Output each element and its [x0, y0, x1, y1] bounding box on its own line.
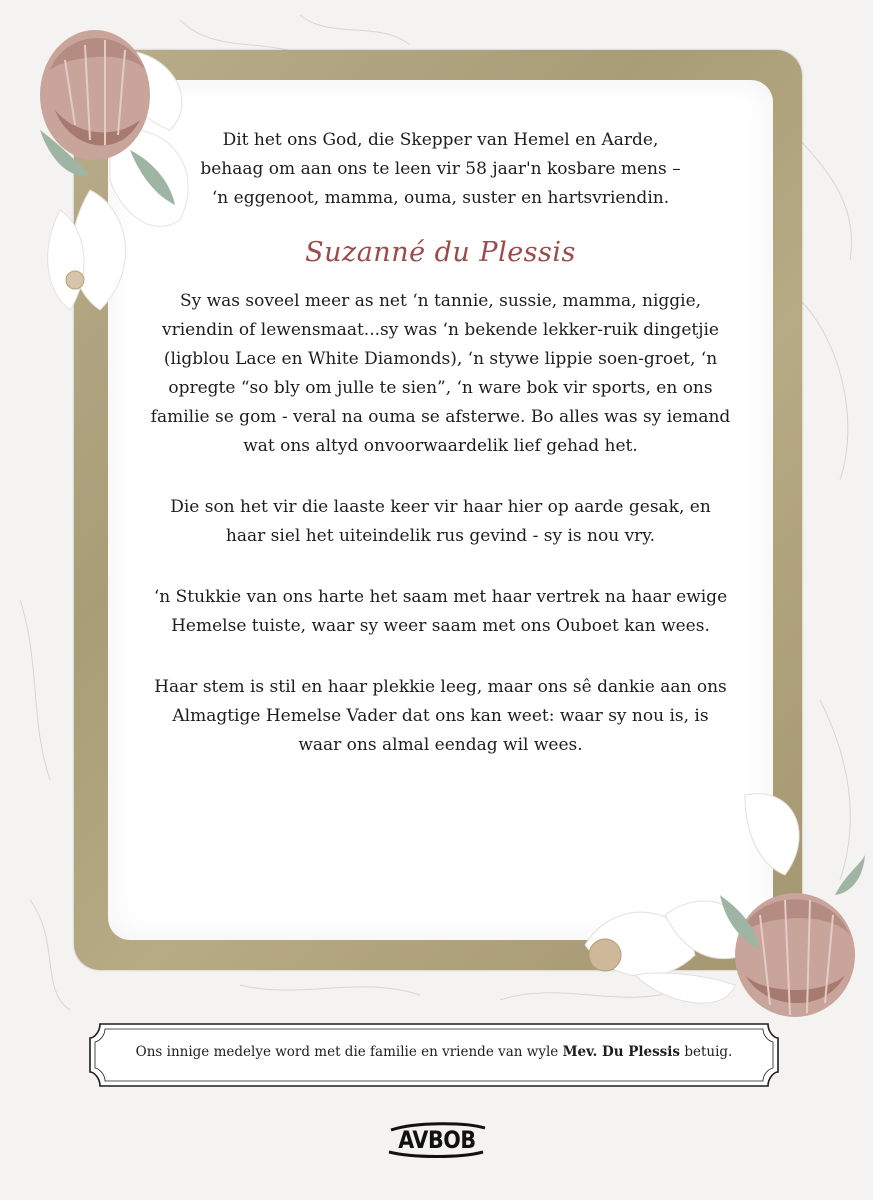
logo-text: AVBOB	[398, 1126, 476, 1154]
text-line: Die son het vir die laaste keer vir haar hier op aarde gesak, en	[170, 497, 711, 517]
text-line: wat ons altyd onvoorwaardelik lief gehad het.	[243, 436, 638, 456]
notice-prefix: Ons innige medelye word met die familie en vriende van wyle	[135, 1044, 559, 1060]
text-line: Dit het ons God, die Skepper van Hemel en Aarde,	[222, 130, 659, 150]
text-line: (ligblou Lace en White Diamonds), ‘n stywe lippie soen-groet, ‘n	[163, 349, 718, 369]
text-line: familie se gom - veral na ouma se afsterwe. Bo alles was sy iemand	[150, 407, 731, 427]
paragraph-3	[108, 583, 773, 641]
avbob-logo	[385, 1122, 489, 1158]
notice-name: Mev. Du Plessis	[562, 1044, 681, 1060]
text-line: Hemelse tuiste, waar sy weer saam met ons Ouboet kan wees.	[171, 616, 710, 636]
notice-suffix: betuig.	[684, 1044, 733, 1060]
bottom-right-protea-flower	[545, 775, 865, 1025]
paragraph-1	[108, 287, 773, 461]
text-line: Sy was soveel meer as net ‘n tannie, sussie, mamma, niggie,	[179, 291, 702, 311]
text-line: Almagtige Hemelse Vader dat ons kan weet: waar sy nou is, is	[172, 706, 709, 726]
text-line: ‘n eggenoot, mamma, ouma, suster en hartsvriendin.	[211, 188, 670, 208]
text-line: waar ons almal eendag wil wees.	[298, 735, 583, 755]
text-line: ‘n Stukkie van ons harte het saam met haar vertrek na haar ewige	[153, 587, 728, 607]
intro-paragraph	[108, 80, 773, 213]
text-line: opregte “so bly om julle te sien”, ‘n ware bok vir sports, en ons	[168, 378, 713, 398]
text-line: haar siel het uiteindelik rus gevind - sy is nou vry.	[225, 526, 656, 546]
deceased-name: Suzanné du Plessis	[305, 237, 576, 268]
paragraph-2	[108, 493, 773, 551]
text-line: vriendin of lewensmaat...sy was ‘n bekende lekker-ruik dingetjie	[162, 320, 719, 340]
text-line: Haar stem is stil en haar plekkie leeg, maar ons sê dankie aan ons	[154, 677, 727, 697]
paragraph-4	[108, 673, 773, 760]
notice-text	[88, 1044, 780, 1060]
text-line: behaag om aan ons te leen vir 58 jaar'n kosbare mens –	[200, 159, 681, 179]
condolence-notice	[88, 1022, 780, 1088]
tribute-text	[108, 80, 773, 760]
